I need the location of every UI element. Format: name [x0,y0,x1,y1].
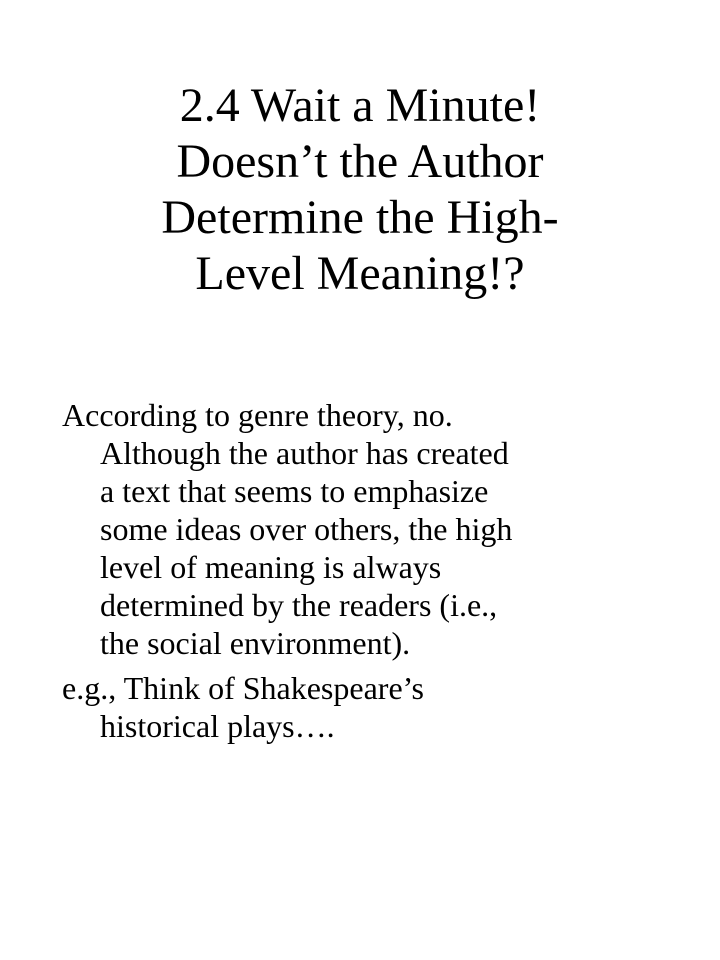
body-line: determined by the readers (i.e., [100,587,498,623]
body-line: some ideas over others, the high [100,511,513,547]
body-paragraph-genre-theory [62,396,682,662]
body-paragraph-example [62,669,682,745]
body-line: According to genre theory, no. [62,397,453,433]
slide-body [62,396,682,745]
title-line: Level Meaning!? [195,247,525,300]
title-line: Doesn’t the Author [176,135,544,188]
body-line: the social environment). [100,625,411,661]
body-line: a text that seems to emphasize [100,473,489,509]
body-line: Although the author has created [100,435,509,471]
body-line: level of meaning is always [100,549,442,585]
body-line: e.g., Think of Shakespeare’s [62,670,424,706]
slide-title [60,78,660,302]
title-line: 2.4 Wait a Minute! [179,79,541,132]
title-line: Determine the High- [161,191,559,244]
body-line: historical plays…. [100,708,335,744]
